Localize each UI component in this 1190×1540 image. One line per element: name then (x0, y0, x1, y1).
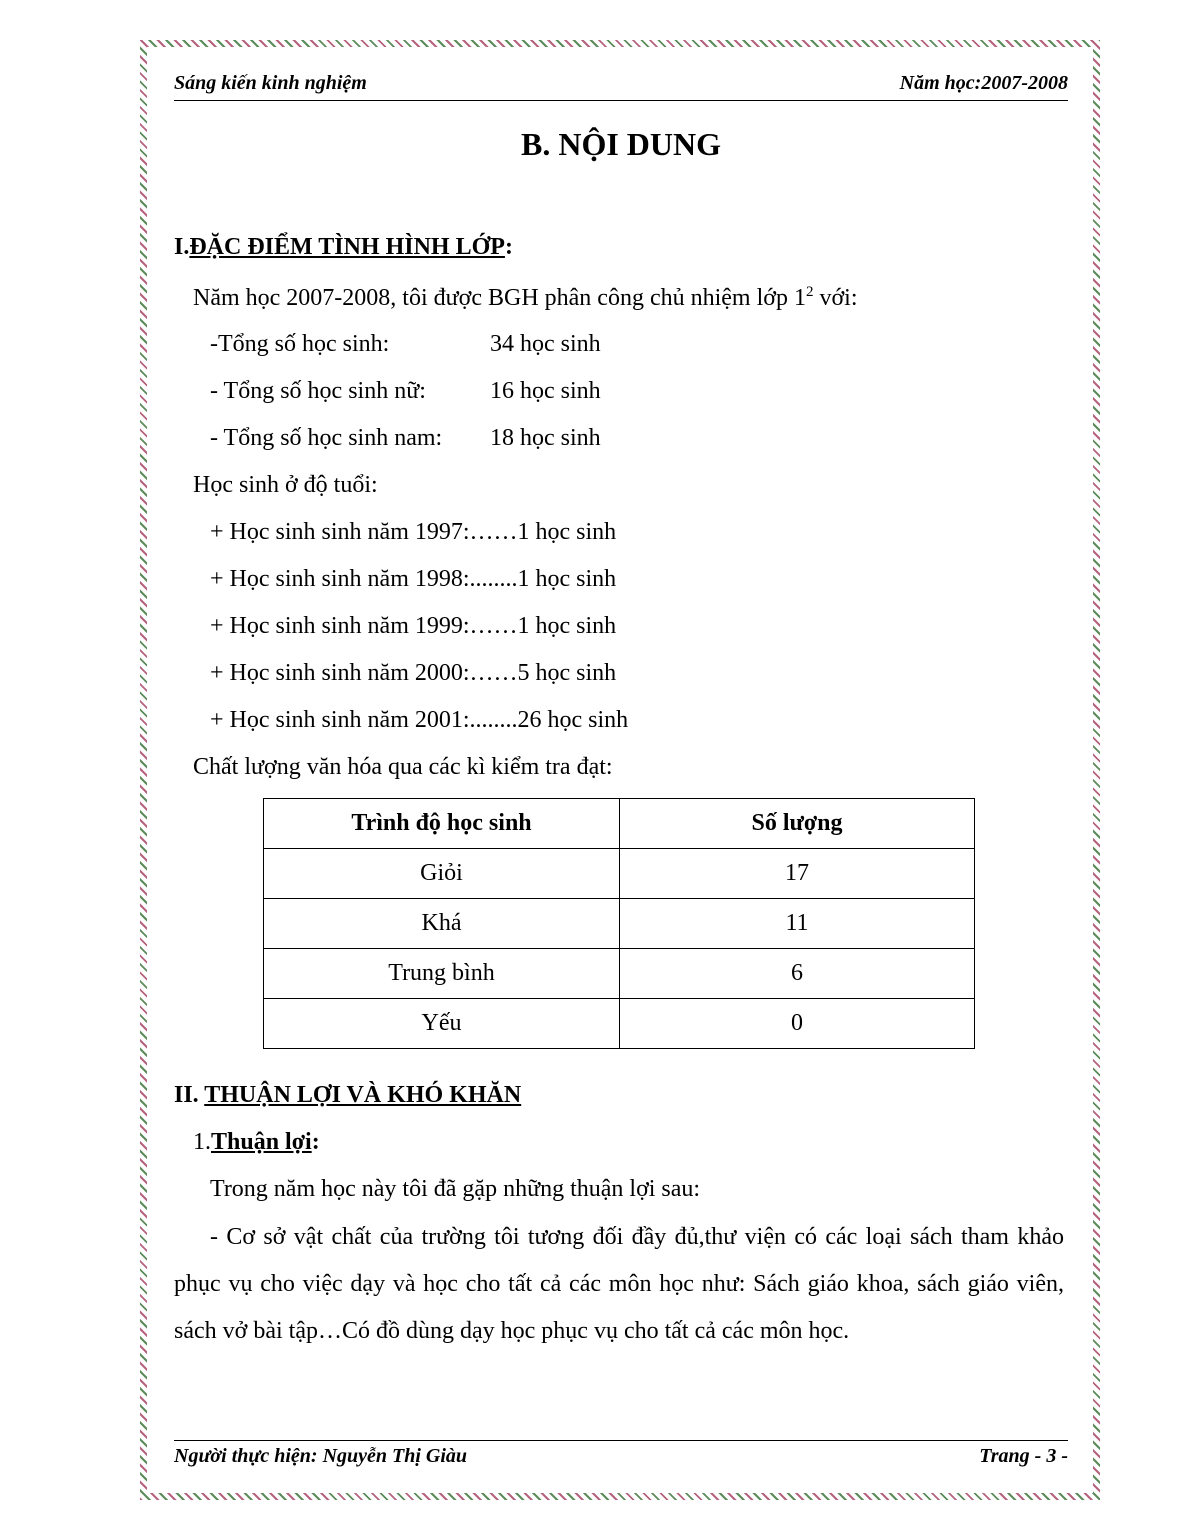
footer-author: Người thực hiện: Nguyễn Thị Giàu (174, 1445, 468, 1467)
table-cell-count: 6 (620, 949, 975, 999)
page-title: B. NỘI DUNG (520, 126, 721, 162)
section2-heading (174, 1082, 521, 1109)
table-cell-level: Trung bình (264, 949, 620, 999)
footer-page-number: Trang - 3 - (979, 1445, 1068, 1467)
table-cell-count: 17 (620, 849, 975, 899)
table-cell-level: Giỏi (264, 849, 620, 899)
quality-table (263, 798, 975, 1049)
age-line: + Học sinh sinh năm 1997:……1 học sinh (210, 519, 617, 545)
age-line: + Học sinh sinh năm 2001:........26 học sinh (210, 707, 629, 733)
table-header-row (264, 799, 975, 849)
age-heading: Học sinh ở độ tuổi: (193, 472, 378, 498)
intro-line (193, 284, 858, 312)
intro-text: Năm học 2007-2008, tôi được BGH phân công chủ nhiệm lớp 1 (193, 285, 806, 311)
subsection-colon: : (311, 1129, 320, 1155)
section1-colon: : (504, 234, 513, 260)
age-line: + Học sinh sinh năm 1998:........1 học sinh (210, 566, 617, 592)
stat-line (210, 331, 389, 358)
table-row (264, 899, 975, 949)
stat-label: - Tổng số học sinh nữ: (210, 378, 426, 404)
table-header-level: Trình độ học sinh (264, 799, 620, 849)
stat-value: 16 học sinh (490, 378, 601, 404)
stat-value: 18 học sinh (490, 425, 601, 451)
section1-heading-text: ĐẶC ĐIỂM TÌNH HÌNH LỚP (189, 234, 505, 260)
header-right: Năm học:2007-2008 (899, 72, 1068, 94)
age-line: + Học sinh sinh năm 2000:……5 học sinh (210, 660, 617, 686)
advantages-paragraph: - Cơ sở vật chất của trường tôi tương đối đầy đủ,thư viện có các loại sách tham khảo phục vụ cho việc dạy và học cho tất cả các môn học như: Sách giáo khoa, sách giáo viên, sách vở bài tập…Có đồ dùng dạy học phục vụ cho tất cả các môn học. (174, 1224, 1064, 1344)
stat-label: - Tổng số học sinh nam: (210, 425, 443, 451)
stat-line (210, 378, 426, 405)
table-cell-level: Yếu (264, 999, 620, 1049)
table-cell-level: Khá (264, 899, 620, 949)
intro-superscript: 2 (805, 284, 814, 300)
table-header-count: Số lượng (620, 799, 975, 849)
section2-heading-text: THUẬN LỢI VÀ KHÓ KHĂN (204, 1082, 522, 1108)
page-header (174, 70, 1068, 101)
stat-line (210, 425, 442, 452)
section1-heading (174, 234, 513, 261)
section2-prefix: II. (174, 1082, 205, 1108)
quality-heading: Chất lượng văn hóa qua các kì kiểm tra đạt: (193, 754, 613, 780)
subsection-heading (193, 1129, 320, 1156)
subsection-heading-text: Thuận lợi (211, 1129, 312, 1155)
header-left: Sáng kiến kinh nghiệm (174, 72, 367, 94)
page-footer (174, 1440, 1068, 1475)
table-cell-count: 11 (620, 899, 975, 949)
stat-value: 34 học sinh (490, 331, 601, 357)
stat-label: -Tổng số học sinh: (210, 331, 390, 357)
advantages-lead: Trong năm học này tôi đã gặp những thuận lợi sau: (210, 1176, 701, 1202)
age-line: + Học sinh sinh năm 1999:……1 học sinh (210, 613, 617, 639)
table-row (264, 949, 975, 999)
intro-end: với: (813, 285, 858, 311)
section1-prefix: I. (174, 234, 190, 260)
table-cell-count: 0 (620, 999, 975, 1049)
table-row (264, 849, 975, 899)
subsection-prefix: 1. (193, 1129, 211, 1155)
table-row (264, 999, 975, 1049)
